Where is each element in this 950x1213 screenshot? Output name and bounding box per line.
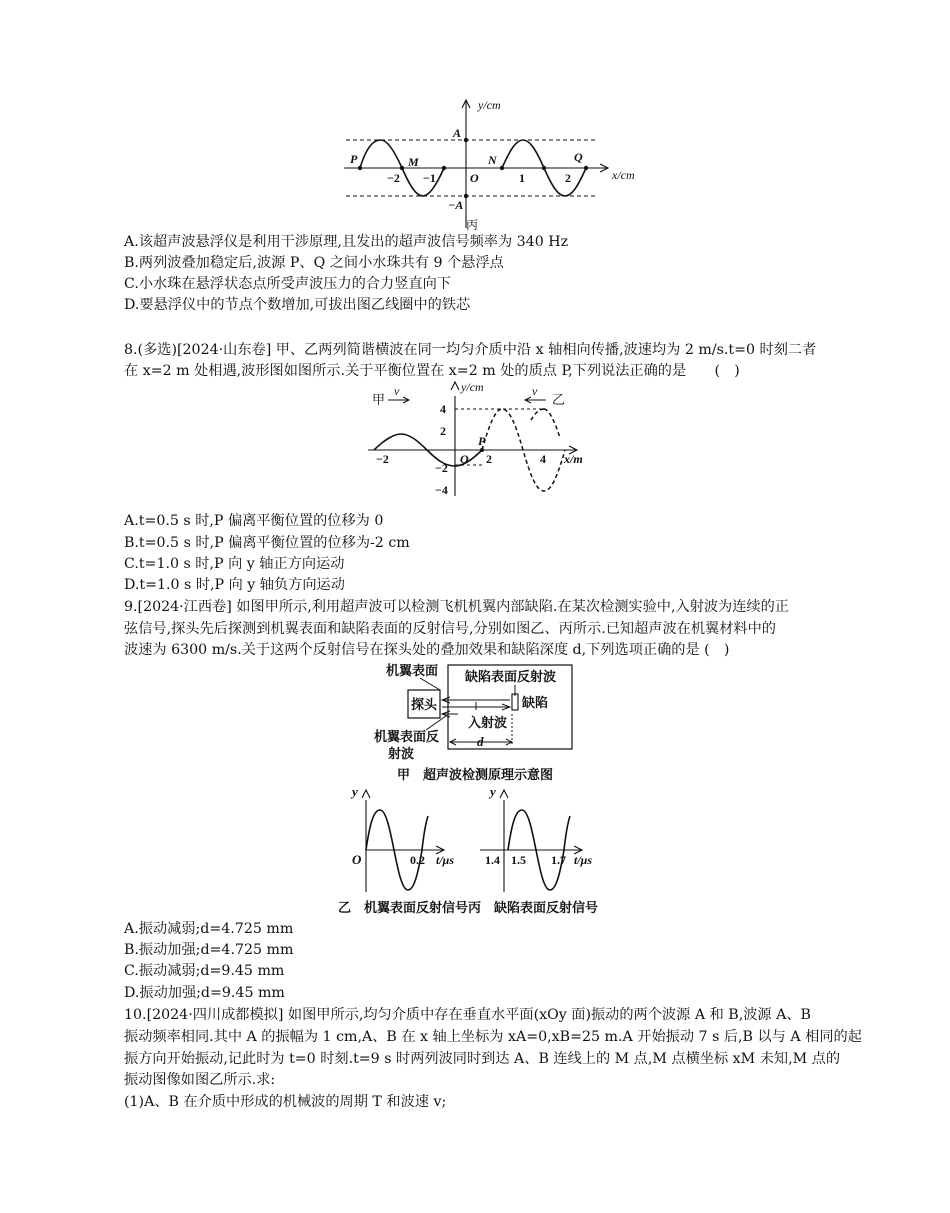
q10-stem-line4: 振动图像如图乙所示.求: xyxy=(124,1072,276,1088)
figure-q8-wave xyxy=(362,378,602,500)
figure-caption: 甲 超声波检测原理示意图 xyxy=(397,767,554,782)
svg-text:机翼表面: 机翼表面 xyxy=(386,663,439,678)
svg-text:−2: −2 xyxy=(435,461,448,475)
q9-stem-line1: 9.[2024·江西卷] 如图甲所示,利用超声波可以检测飞机机翼内部缺陷.在某次检测实验中,入射波为连续的正 xyxy=(124,599,789,615)
svg-text:机翼表面反: 机翼表面反 xyxy=(374,729,440,744)
svg-text:v: v xyxy=(394,384,400,398)
figure-q9-signals xyxy=(330,782,630,918)
figure-caption: 丙 xyxy=(466,218,479,232)
svg-text:Q: Q xyxy=(574,150,583,164)
svg-text:甲: 甲 xyxy=(372,392,386,407)
x-axis-label: x/cm xyxy=(612,168,635,182)
q10-stem-line1: 10.[2024·四川成都模拟] 如图甲所示,均匀介质中存在垂直水平面(xOy 面)振动的两个波源 A 和 B,波源 A、B xyxy=(124,1007,811,1023)
svg-text:0.2: 0.2 xyxy=(410,853,425,867)
svg-text:缺陷: 缺陷 xyxy=(522,695,549,710)
svg-text:2: 2 xyxy=(486,452,492,466)
svg-text:4: 4 xyxy=(540,452,546,466)
q7-option-c: C.小水珠在悬浮状态点所受声波压力的合力竖直向下 xyxy=(124,276,451,292)
svg-text:y/cm: y/cm xyxy=(461,380,484,394)
q8-option-d: D.t=1.0 s 时,P 向 y 轴负方向运动 xyxy=(124,577,345,593)
svg-text:x/m: x/m xyxy=(564,452,583,466)
figure-q9-detection-diagram xyxy=(370,660,600,786)
svg-text:M: M xyxy=(408,155,419,169)
svg-text:缺陷表面反射波: 缺陷表面反射波 xyxy=(465,669,557,684)
q9-stem-line2: 弦信号,探头先后探测到机翼表面和缺陷表面的反射信号,分别如图乙、丙所示.已知超声波在机翼材料中的 xyxy=(124,621,776,637)
q9-option-d: D.振动加强;d=9.45 mm xyxy=(124,985,285,1001)
svg-text:O: O xyxy=(460,452,469,466)
svg-text:乙: 乙 xyxy=(552,392,566,407)
svg-text:P: P xyxy=(350,152,358,166)
svg-text:2: 2 xyxy=(440,424,446,438)
svg-text:−4: −4 xyxy=(435,483,448,497)
svg-text:1: 1 xyxy=(519,171,525,185)
svg-text:A: A xyxy=(453,126,462,140)
q9-stem-line3: 波速为 6300 m/s.关于这两个反射信号在探头处的叠加效果和缺陷深度 d,下列选项正确的是 ( ) xyxy=(124,642,730,658)
svg-text:1.7: 1.7 xyxy=(551,853,566,867)
svg-text:v: v xyxy=(532,384,538,398)
q8-stem-line2: 在 x=2 m 处相遇,波形图如图所示.关于平衡位置在 x=2 m 处的质点 P,下列说法正确的是 ( ) xyxy=(124,363,740,379)
y-axis-label: y/cm xyxy=(478,98,501,112)
q7-option-d: D.要悬浮仪中的节点个数增加,可拔出图乙线圈中的铁芯 xyxy=(124,297,471,313)
svg-text:1.4: 1.4 xyxy=(485,853,500,867)
svg-text:探头: 探头 xyxy=(411,697,438,712)
svg-text:射波: 射波 xyxy=(388,746,415,761)
svg-text:1.5: 1.5 xyxy=(511,853,526,867)
q8-stem-line1: 8.(多选)[2024·山东卷] 甲、乙两列简谐横波在同一均匀介质中沿 x 轴相向传播,波速均为 2 m/s.t=0 时刻二者 xyxy=(124,342,817,358)
svg-text:−2: −2 xyxy=(387,171,400,185)
q10-stem-line2: 振动频率相同.其中 A 的振幅为 1 cm,A、B 在 x 轴上坐标为 xA=0,xB=25 m.A 开始振动 7 s 后,B 以与 A 相同的起 xyxy=(124,1029,862,1045)
svg-text:O: O xyxy=(352,852,362,867)
q8-option-b: B.t=0.5 s 时,P 偏离平衡位置的位移为-2 cm xyxy=(124,535,410,551)
svg-text:2: 2 xyxy=(565,171,571,185)
svg-text:−2: −2 xyxy=(376,452,389,466)
svg-text:−A: −A xyxy=(448,198,464,212)
svg-text:d: d xyxy=(477,734,484,749)
figure-bing xyxy=(336,96,635,236)
q8-option-a: A.t=0.5 s 时,P 偏离平衡位置的位移为 0 xyxy=(124,513,384,529)
svg-text:y: y xyxy=(490,784,496,799)
svg-text:P: P xyxy=(478,434,486,448)
svg-text:t/μs: t/μs xyxy=(574,853,593,867)
svg-text:y: y xyxy=(352,784,358,799)
q8-option-c: C.t=1.0 s 时,P 向 y 轴正方向运动 xyxy=(124,556,345,572)
q10-stem-line3: 振方向开始振动,记此时为 t=0 时刻.t=9 s 时两列波同时到达 A、B 连线上的 M 点,M 点横坐标 xM 未知,M 点的 xyxy=(124,1051,841,1067)
svg-text:−1: −1 xyxy=(423,171,436,185)
figure-caption: 乙 机翼表面反射信号丙 缺陷表面反射信号 xyxy=(338,900,599,915)
svg-text:t/μs: t/μs xyxy=(436,853,455,867)
svg-text:O: O xyxy=(470,171,479,185)
q7-option-a: A.该超声波悬浮仪是利用干涉原理,且发出的超声波信号频率为 340 Hz xyxy=(124,234,569,250)
q9-option-b: B.振动加强;d=4.725 mm xyxy=(124,942,294,958)
q10-subquestion-1: (1)A、B 在介质中形成的机械波的周期 T 和波速 v; xyxy=(124,1094,447,1110)
svg-text:入射波: 入射波 xyxy=(468,715,508,730)
q7-option-b: B.两列波叠加稳定后,波源 P、Q 之间小水珠共有 9 个悬浮点 xyxy=(124,255,504,271)
svg-text:N: N xyxy=(488,153,497,167)
q9-option-c: C.振动减弱;d=9.45 mm xyxy=(124,963,285,979)
svg-text:4: 4 xyxy=(440,402,446,416)
q9-option-a: A.振动减弱;d=4.725 mm xyxy=(124,921,294,937)
